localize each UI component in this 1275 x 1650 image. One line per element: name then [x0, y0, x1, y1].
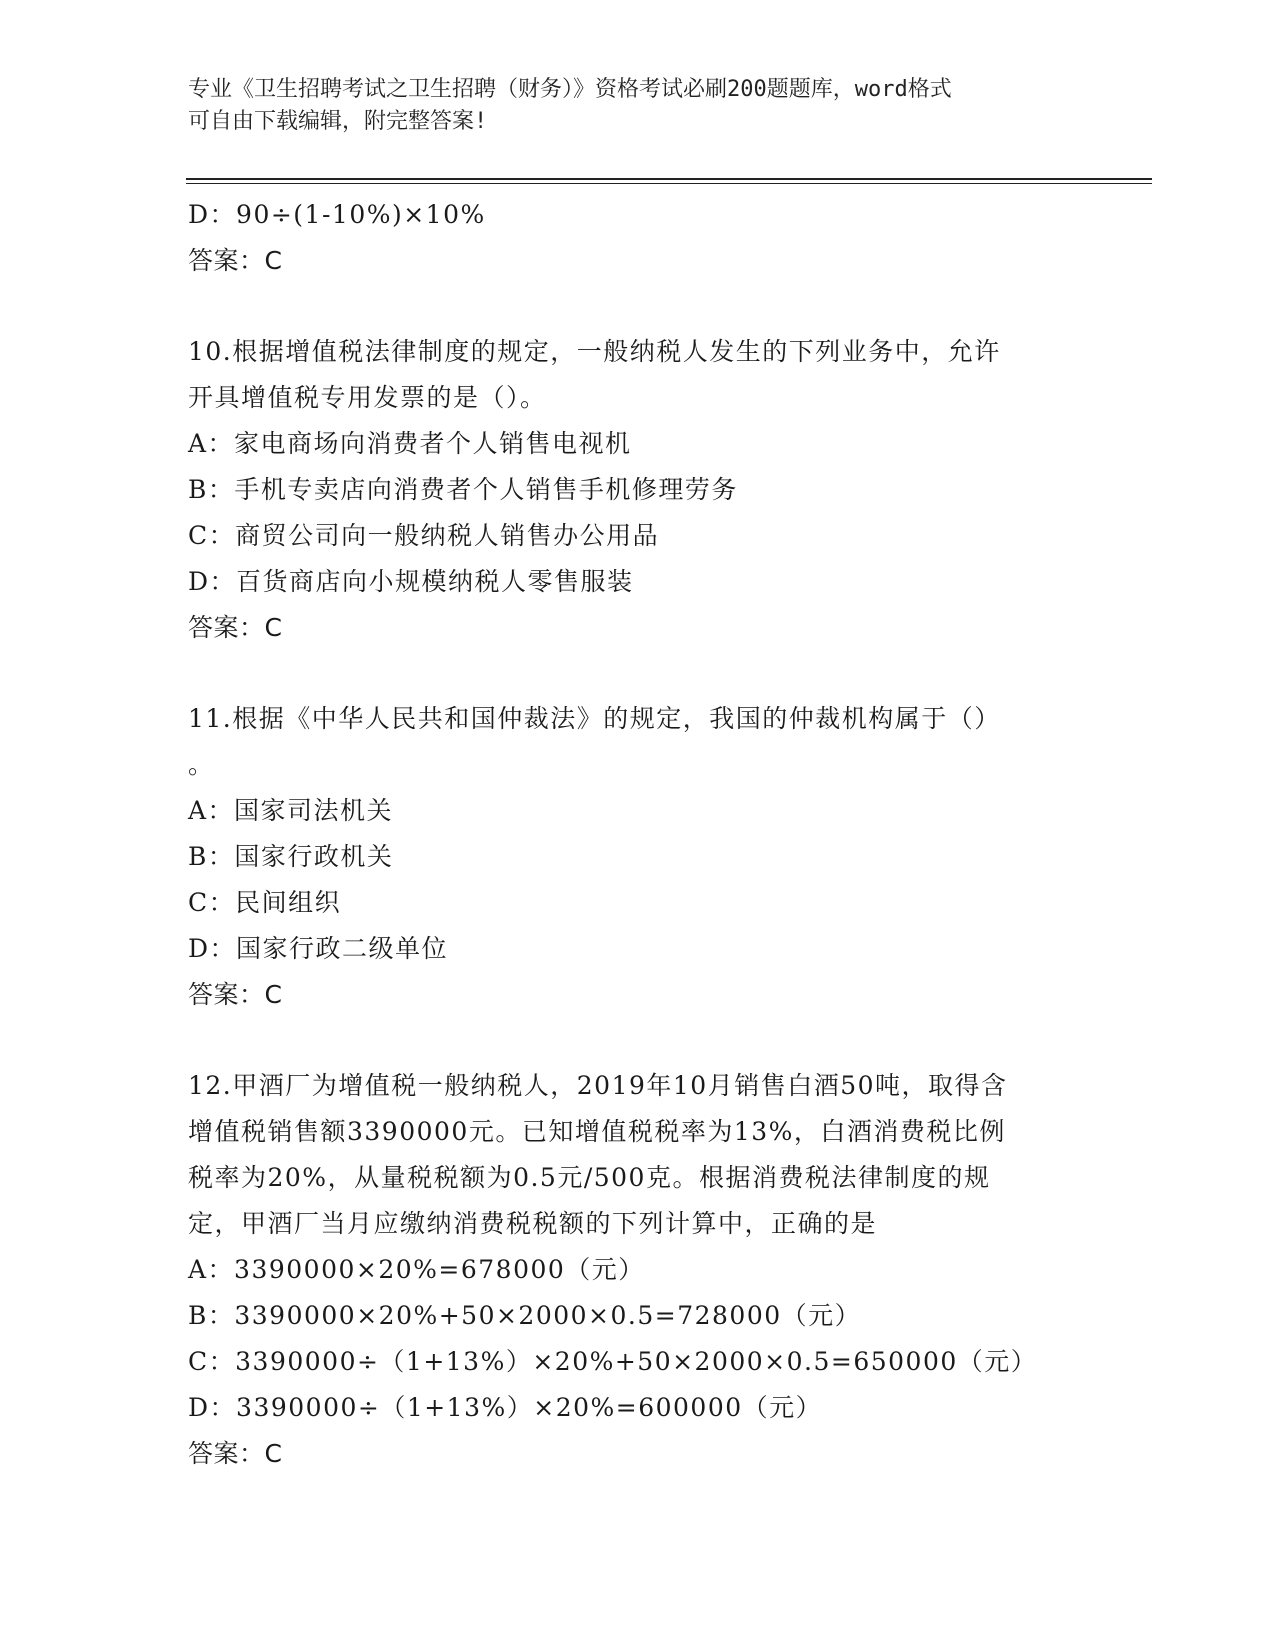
answer: 答案：C	[188, 246, 283, 275]
header-line-1: 专业《卫生招聘考试之卫生招聘（财务）》资格考试必刷200题题库，word格式	[188, 77, 952, 102]
header-divider	[186, 178, 1152, 184]
option-a: A：家电商场向消费者个人销售电视机	[188, 429, 632, 458]
answer: 答案：C	[188, 613, 283, 642]
document-body	[188, 192, 1088, 1477]
option-c: C：3390000÷（1+13%）×20%+50×2000×0.5=650000（元）	[188, 1347, 1038, 1376]
document-header	[188, 74, 1068, 138]
option-c: C：民间组织	[188, 888, 342, 917]
option-d: D：国家行政二级单位	[188, 934, 449, 963]
question-text-line: 开具增值税专用发票的是（）。	[188, 383, 547, 412]
question-text-line: 定，甲酒厂当月应缴纳消费税税额的下列计算中，正确的是	[188, 1209, 878, 1238]
question-text-line: 12.甲酒厂为增值税一般纳税人，2019年10月销售白酒50吨，取得含	[188, 1071, 1008, 1100]
answer: 答案：C	[188, 980, 283, 1009]
question-text-line: 。	[188, 750, 215, 779]
option-a: A：国家司法机关	[188, 796, 394, 825]
option-b: B：3390000×20%+50×2000×0.5=728000（元）	[188, 1301, 862, 1330]
question-text-line: 11.根据《中华人民共和国仲裁法》的规定，我国的仲裁机构属于（）	[188, 704, 1001, 733]
option-d: D：百货商店向小规模纳税人零售服装	[188, 567, 634, 596]
question-12	[188, 1063, 1088, 1477]
answer: 答案：C	[188, 1439, 283, 1468]
option-d: D：90÷(1-10%)×10%	[188, 200, 486, 229]
header-line-2: 可自由下载编辑，附完整答案!	[188, 109, 488, 134]
option-c: C：商贸公司向一般纳税人销售办公用品	[188, 521, 660, 550]
question-10	[188, 329, 1088, 651]
question-text-line: 10.根据增值税法律制度的规定，一般纳税人发生的下列业务中，允许	[188, 337, 1001, 366]
option-a: A：3390000×20%=678000（元）	[188, 1255, 645, 1284]
option-d: D：3390000÷（1+13%）×20%=600000（元）	[188, 1393, 823, 1422]
question-text-line: 增值税销售额3390000元。已知增值税税率为13%，白酒消费税比例	[188, 1117, 1006, 1146]
option-b: B：手机专卖店向消费者个人销售手机修理劳务	[188, 475, 738, 504]
option-b: B：国家行政机关	[188, 842, 394, 871]
question-text-line: 税率为20%，从量税税额为0.5元/500克。根据消费税法律制度的规	[188, 1163, 991, 1192]
previous-question-tail	[188, 192, 1088, 284]
question-11	[188, 696, 1088, 1018]
